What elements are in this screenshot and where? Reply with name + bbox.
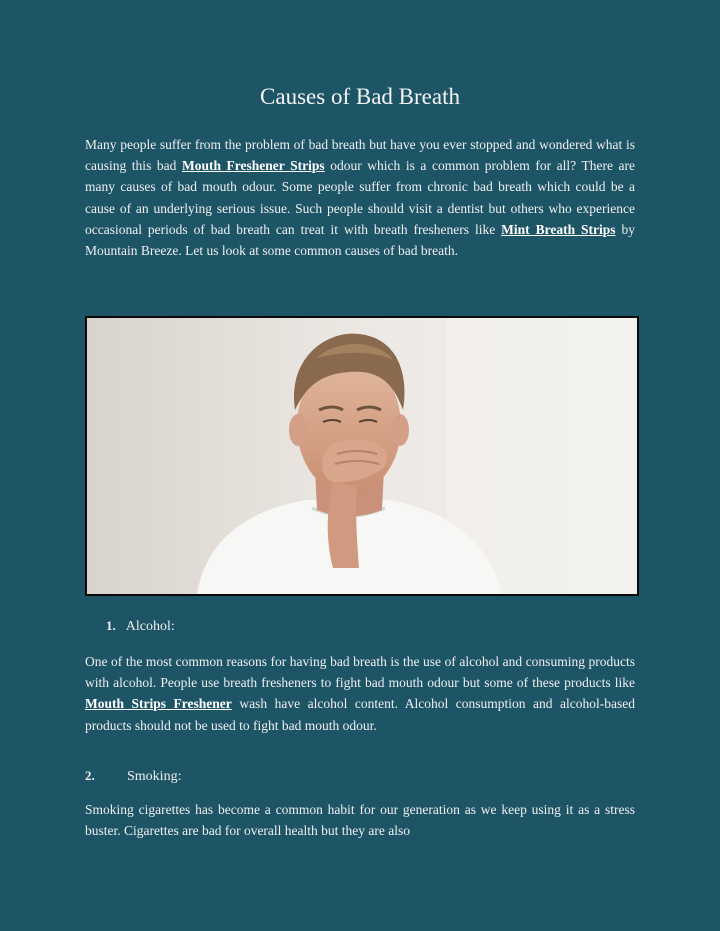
mint-breath-strips-link[interactable]: Mint Breath Strips [501,221,616,237]
section-number: 1. [106,618,116,633]
alcohol-text-2: wash have alcohol content. Alcohol consumption and alcohol-based products should not be used to fight bad mouth odour. [85,696,636,733]
intro-text-1: Many people suffer from the problem of bad breath but have you ever stopped and wondered what is causing this bad [85,137,635,174]
bad-breath-photo [85,316,639,596]
section-title: Smoking: [127,769,182,784]
mouth-freshener-strips-link[interactable]: Mouth Freshener Strips [181,158,325,174]
intro-text-3: by Mountain Breeze. Let us look at some common causes of bad breath. [85,221,635,259]
alcohol-text-1: One of the most common reasons for having bad breath is the use of alcohol and consuming products with alcohol. People use breath fresheners to fight bad mouth odour but some of these products like [85,654,635,691]
intro-text-2: odour which is a common problem for all? There are many causes of bad mouth odour. Some people suffer from chronic bad breath which could be a cause of an underlying serious issue. Such people should visit a dentist but others who experience occasional periods of bad breath can treat it with breath fresheners like [85,158,636,237]
smoking-paragraph: Smoking cigarettes has become a common habit for our generation as we keep using it as a stress buster. Cigarettes are bad for overall health but they are also [85,802,635,839]
section-heading-smoking [85,768,181,785]
man-covering-nose-illustration [87,318,637,594]
alcohol-paragraph [85,651,635,736]
mouth-strips-freshener-link[interactable]: Mouth Strips Freshener [85,696,232,712]
section-title: Alcohol: [125,619,175,634]
intro-paragraph [85,134,635,261]
page-title: Causes of Bad Breath [260,84,460,109]
section-heading-alcohol [106,618,175,635]
section-number: 2. [85,768,95,783]
